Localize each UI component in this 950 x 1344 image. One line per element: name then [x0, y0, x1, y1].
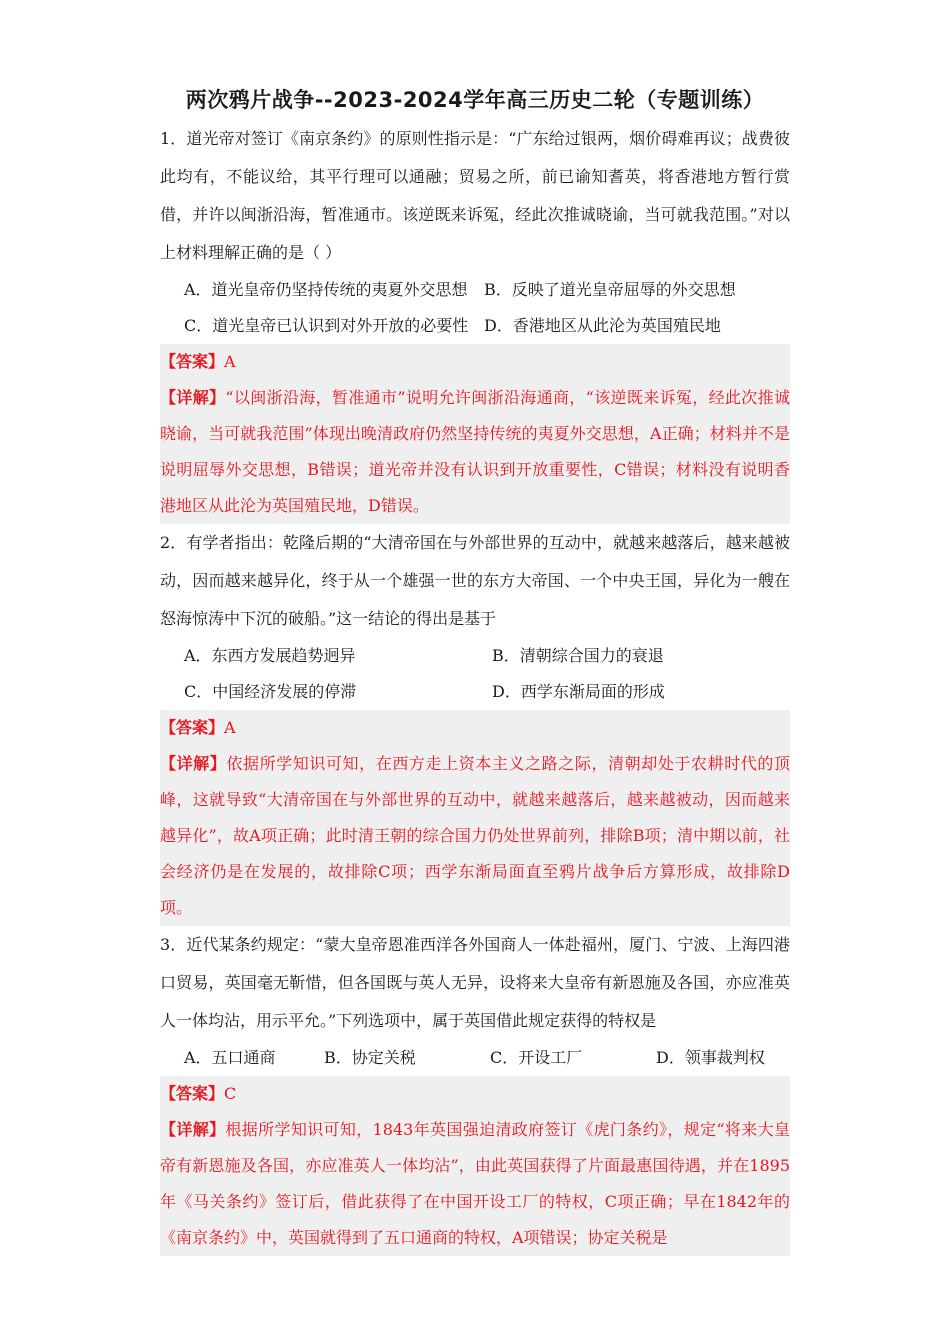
question-2: [160, 524, 790, 926]
question-1: [160, 120, 790, 524]
options: [160, 638, 790, 710]
detail-line: [160, 380, 790, 524]
option-b: B．反映了道光皇帝屈辱的外交思想: [484, 280, 736, 299]
options: [160, 1040, 790, 1076]
option-b: B．清朝综合国力的衰退: [492, 646, 664, 665]
detail-text: 根据所学知识可知，1843年英国强迫清政府签订《虎门条约》，规定“将来大皇帝有新恩施及各国，亦应准英人一体均沾”，由此英国获得了片面最惠国待遇，并在1895年《马关条约》签订后，借此获得了在中国开设工厂的特权，C项正确；早在1842年的《南京条约》中，英国就得到了五口通商的特权，A项错误；协定关税是: [160, 1120, 790, 1247]
question-stem: 2．有学者指出：乾隆后期的“大清帝国在与外部世界的互动中，就越来越落后，越来越被动，因而越来越异化，终于从一个雄强一世的东方大帝国、一个中央王国，异化为一艘在怒海惊涛中下沉的破船。”这一结论的得出是基于: [160, 533, 790, 628]
option-d: D．领事裁判权: [656, 1048, 765, 1067]
question-3: [160, 926, 790, 1256]
detail-tag: 【详解】: [160, 388, 226, 407]
answer-block: [160, 710, 790, 926]
option-b: B．协定关税: [324, 1048, 416, 1067]
question-stem: 3．近代某条约规定：“蒙大皇帝恩准西洋各外国商人一体赴福州，厦门、宁波、上海四港口贸易，英国毫无靳惜，但各国既与英人无异，设将来大皇帝有新恩施及各国，亦应准英人一体均沾，用示平允。”下列选项中，属于英国借此规定获得的特权是: [160, 935, 790, 1030]
answer-value: A: [224, 718, 236, 737]
answer-line: [160, 710, 790, 746]
answer-block: [160, 1076, 790, 1256]
detail-tag: 【详解】: [160, 754, 227, 773]
answer-value: A: [224, 352, 236, 371]
answer-value: C: [224, 1084, 237, 1103]
option-a: A．东西方发展趋势迥异: [184, 646, 356, 665]
answer-line: [160, 1076, 790, 1112]
question-list: [160, 120, 790, 1256]
answer-line: [160, 344, 790, 380]
detail-text: 依据所学知识可知，在西方走上资本主义之路之际，清朝却处于农耕时代的顶峰，这就导致“大清帝国在与外部世界的互动中，就越来越落后，越来越被动，因而越来越异化”，故A项正确；此时清王朝的综合国力仍处世界前列，排除B项；清中期以前，社会经济仍是在发展的，故排除C项；西学东渐局面直至鸦片战争后方算形成，故排除D项。: [160, 754, 790, 917]
answer-tag: 【答案】: [160, 718, 225, 737]
detail-tag: 【详解】: [160, 1120, 226, 1139]
option-c: C．开设工厂: [490, 1048, 583, 1067]
answer-tag: 【答案】: [160, 352, 225, 371]
option-c: C．中国经济发展的停滞: [184, 682, 357, 701]
option-d: D．西学东渐局面的形成: [492, 682, 665, 701]
option-c: C．道光皇帝已认识到对外开放的必要性: [184, 316, 469, 335]
page-title: 两次鸦片战争--2023-2024学年高三历史二轮（专题训练）: [185, 88, 765, 112]
answer-block: [160, 344, 790, 524]
options: [160, 272, 790, 344]
detail-line: [160, 1112, 790, 1256]
option-a: A．五口通商: [184, 1048, 276, 1067]
option-d: D．香港地区从此沦为英国殖民地: [484, 316, 721, 335]
detail-line: [160, 746, 790, 926]
question-stem: 1．道光帝对签订《南京条约》的原则性指示是：“广东给过银两，烟价碍难再议；战费彼此均有，不能议给，其平行理可以通融；贸易之所，前已谕知耆英，将香港地方暂行赏借，并许以闽浙沿海，暂准通市。该逆既来诉冤，经此次推诚晓谕，当可就我范围。”对以上材料理解正确的是（ ）: [160, 129, 790, 262]
answer-tag: 【答案】: [160, 1084, 225, 1103]
option-a: A．道光皇帝仍坚持传统的夷夏外交思想: [184, 280, 468, 299]
detail-text: “以闽浙沿海，暂准通市”说明允许闽浙沿海通商，“该逆既来诉冤，经此次推诚晓谕，当可就我范围”体现出晚清政府仍然坚持传统的夷夏外交思想，A正确；材料并不是说明屈辱外交思想，B错误；道光帝并没有认识到开放重要性，C错误；材料没有说明香港地区从此沦为英国殖民地，D错误。: [160, 388, 790, 515]
